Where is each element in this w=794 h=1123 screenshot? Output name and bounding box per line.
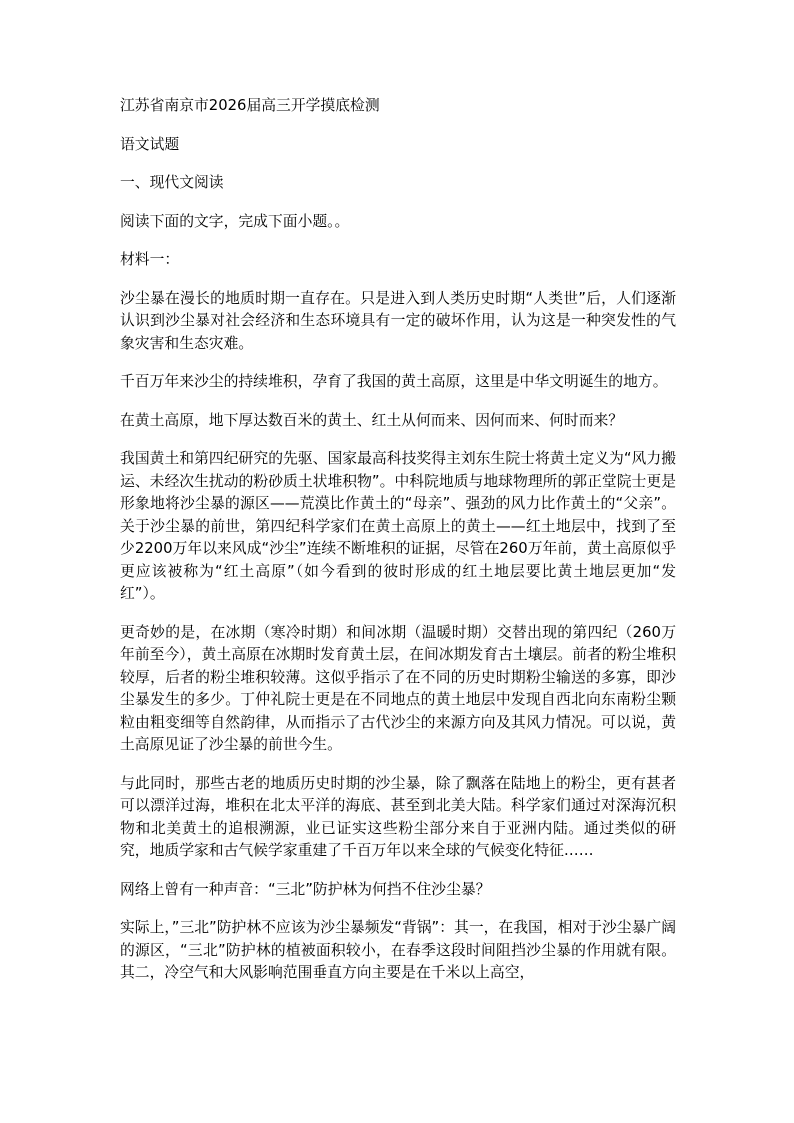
exam-title: 江苏省南京市2026届高三开学摸底检测 [120,97,380,114]
paragraph-8: 实际上，”三北”防护林不应该为沙尘暴频发“背锅”：其一，在我国，相对于沙尘暴广阔的源区，“三北”防护林的植被面积较小，在春季这段时间阻挡沙尘暴的作用就有限。其二，冷空气和大风影响范围垂直方向主要是在千米以上高空， [120,919,676,981]
document-body [120,95,676,985]
paragraph-1: 沙尘暴在漫长的地质时期一直存在。只是进入到人类历史时期“人类世”后，人们逐渐认识到沙尘暴对社会经济和生态环境具有一定的破坏作用，认为这是一种突发性的气象灾害和生态灾难。 [120,289,676,352]
paragraph-7: 网络上曾有一种声音：“三北”防护林为何挡不住沙尘暴？ [120,880,491,898]
paragraph-2: 千百万年来沙尘的持续堆积，孕育了我国的黄土高原，这里是中华文明诞生的地方。 [120,373,668,390]
subject-heading: 语文试题 [120,135,180,153]
paragraph-3: 在黄土高原，地下厚达数百米的黄土、红土从何而来、因何而来、何时而来？ [120,411,624,429]
material-label: 材料一： [120,251,180,268]
paragraph-4: 我国黄土和第四纪研究的先驱、国家最高科技奖得主刘东生院士将黄土定义为“风力搬运、未经次生扰动的粉砂质土状堆积物”。中科院地质与地球物理所的郭正堂院士更是形象地将沙尘暴的源区——荒漠比作黄土的“母亲”、强劲的风力比作黄土的“父亲”。关于沙尘暴的前世，第四纪科学家们在黄土高原上的黄土——红土地层中，找到了至少2200万年以来风成“沙尘”连续不断堆积的证据，尽管在260万年前，黄土高原似乎更应该被称为“红土高原”（如今看到的彼时形成的红土地层要比黄土地层更加“发红”）。 [120,450,676,602]
reading-instruction: 阅读下面的文字，完成下面小题。。 [120,212,350,230]
section-heading: 一、现代文阅读 [120,174,224,191]
paragraph-6: 与此同时，那些古老的地质历史时期的沙尘暴，除了飘落在陆地上的粉尘，更有甚者可以漂洋过海，堆积在北太平洋的海底、甚至到北美大陆。科学家们通过对深海沉积物和北美黄土的追根溯源，业已证实这些粉尘部分来自于亚洲内陆。通过类似的研究，地质学家和古气候学家重建了千百万年以来全球的气候变化特征…… [120,774,676,859]
paragraph-5: 更奇妙的是，在冰期（寒冷时期）和间冰期（温暖时期）交替出现的第四纪（260万年前至今），黄土高原在冰期时发育黄土层，在间冰期发育古土壤层。前者的粉尘堆积较厚，后者的粉尘堆积较薄。这似乎指示了在不同的历史时期粉尘输送的多寡，即沙尘暴发生的多少。丁仲礼院士更是在不同地点的黄土地层中发现自西北向东南粉尘颗粒由粗变细等自然韵律，从而指示了古代沙尘的来源方向及其风力情况。可以说，黄土高原见证了沙尘暴的前世今生。 [120,623,676,753]
